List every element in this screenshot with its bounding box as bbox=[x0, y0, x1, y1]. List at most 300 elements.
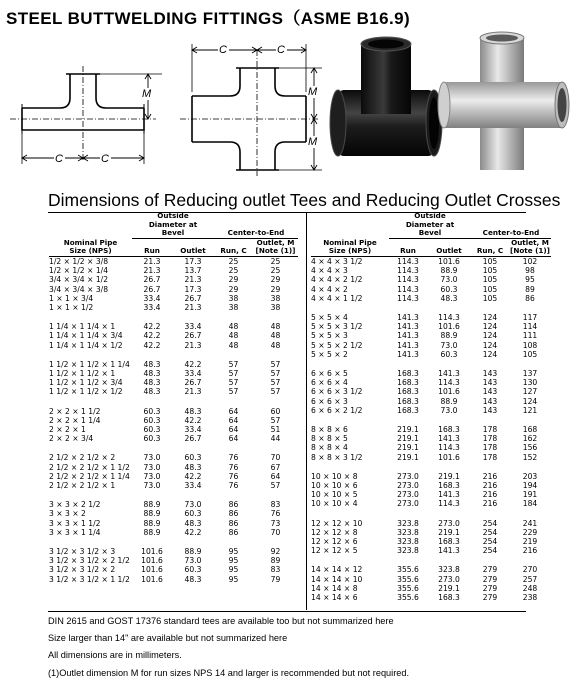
outlet-header: Outlet bbox=[436, 246, 462, 256]
od-outlet-cell: 48.3 bbox=[184, 518, 202, 528]
table-row bbox=[49, 519, 298, 528]
nps-cell: 10 × 10 × 8 bbox=[311, 471, 358, 481]
black-tee-photo bbox=[330, 37, 442, 156]
nominal-header: Nominal Pipe Size (NPS) bbox=[63, 237, 118, 256]
table-row bbox=[311, 285, 551, 294]
nps-cell: 5 × 5 × 2 1/2 bbox=[311, 340, 363, 350]
table-row bbox=[311, 322, 551, 331]
run-c-cell: 254 bbox=[482, 537, 498, 547]
od-run-cell: 114.3 bbox=[397, 284, 419, 294]
cross-c-label-1: C bbox=[219, 44, 227, 56]
nps-cell: 3 × 3 × 1 1/2 bbox=[49, 518, 101, 528]
od-run-cell: 323.8 bbox=[397, 537, 419, 547]
od-outlet-cell: 33.4 bbox=[184, 481, 202, 491]
od-run-cell: 73.0 bbox=[143, 453, 161, 463]
table-row bbox=[49, 256, 298, 266]
nps-cell: 1/2 × 1/2 × 3/8 bbox=[49, 256, 109, 266]
outlet-m-cell: 60 bbox=[270, 406, 281, 416]
nps-cell: 5 × 5 × 3 bbox=[311, 331, 348, 341]
nps-cell: 10 × 10 × 5 bbox=[311, 490, 358, 500]
run-c-cell: 143 bbox=[482, 369, 498, 378]
od-outlet-cell: 17.3 bbox=[184, 284, 202, 294]
outlet-m-cell: 70 bbox=[270, 453, 281, 463]
nps-cell: 1 1/2 × 1 1/2 × 1/2 bbox=[49, 387, 123, 397]
od-outlet-cell: 88.9 bbox=[440, 266, 458, 276]
table-row bbox=[49, 294, 298, 303]
run-c-cell: 29 bbox=[228, 284, 239, 294]
od-outlet-cell: 17.3 bbox=[184, 256, 202, 266]
outlet-m-cell: 48 bbox=[270, 322, 281, 332]
od-outlet-cell: 60.3 bbox=[184, 565, 202, 575]
table-row bbox=[311, 434, 551, 443]
od-outlet-cell: 73.0 bbox=[184, 556, 202, 566]
run-c-header: Run, C bbox=[476, 246, 504, 256]
left-table-body bbox=[49, 256, 298, 583]
note-size: Size larger than 14" are available but not summarized here bbox=[48, 633, 288, 644]
od-run-cell: 60.3 bbox=[143, 434, 161, 444]
od-run-cell: 21.3 bbox=[143, 256, 161, 266]
run-c-cell: 279 bbox=[482, 574, 498, 584]
outlet-m-cell: 152 bbox=[522, 452, 538, 462]
od-run-cell: 219.1 bbox=[397, 452, 419, 462]
od-outlet-cell: 33.4 bbox=[184, 369, 202, 378]
group-spacer bbox=[49, 312, 298, 322]
run-c-cell: 254 bbox=[482, 546, 498, 556]
table-title: Dimensions of Reducing outlet Tees and Reducing Outlet Crosses bbox=[48, 190, 561, 210]
left-dimensions-table bbox=[49, 212, 298, 584]
outlet-m-cell: 105 bbox=[522, 349, 538, 359]
od-outlet-cell: 26.7 bbox=[184, 378, 202, 388]
group-spacer bbox=[49, 350, 298, 360]
outlet-m-cell: 83 bbox=[270, 565, 281, 575]
nps-cell: 4 × 4 × 2 bbox=[311, 284, 348, 294]
outlet-m-cell: 89 bbox=[525, 284, 535, 294]
od-outlet-cell: 26.7 bbox=[184, 293, 202, 303]
table-divider bbox=[306, 213, 307, 610]
od-run-cell: 355.6 bbox=[397, 583, 419, 593]
od-run-cell: 73.0 bbox=[143, 481, 161, 491]
run-c-cell: 86 bbox=[228, 500, 239, 510]
od-outlet-cell: 273.0 bbox=[438, 574, 460, 584]
cross-m-label-2: M bbox=[308, 136, 318, 148]
od-run-cell: 141.3 bbox=[397, 322, 419, 332]
table-row bbox=[311, 387, 551, 396]
od-outlet-cell: 114.3 bbox=[438, 499, 460, 509]
group-spacer bbox=[311, 415, 551, 425]
table-row bbox=[49, 472, 298, 481]
od-outlet-cell: 48.3 bbox=[184, 574, 202, 584]
nps-cell: 1 1/4 × 1 1/4 × 1 bbox=[49, 322, 116, 332]
outlet-m-cell: 191 bbox=[522, 490, 538, 500]
outlet-m-cell: 137 bbox=[522, 369, 538, 378]
run-c-cell: 64 bbox=[228, 415, 239, 425]
od-run-cell: 48.3 bbox=[143, 387, 161, 397]
od-outlet-cell: 101.6 bbox=[438, 322, 460, 332]
outlet-m-cell: 86 bbox=[525, 293, 535, 303]
od-run-cell: 141.3 bbox=[397, 340, 419, 350]
nps-cell: 2 1/2 × 2 1/2 × 1 1/2 bbox=[49, 462, 130, 472]
table-row bbox=[311, 546, 551, 555]
table-row bbox=[311, 593, 551, 602]
od-outlet-cell: 33.4 bbox=[184, 425, 202, 435]
table-row bbox=[49, 528, 298, 537]
od-run-cell: 26.7 bbox=[143, 284, 161, 294]
nps-cell: 6 × 6 × 3 bbox=[311, 396, 348, 406]
cross-c-label-2: C bbox=[277, 44, 285, 56]
od-run-cell: 88.9 bbox=[143, 509, 161, 519]
outlet-m-cell: 57 bbox=[270, 359, 281, 369]
table-row bbox=[49, 322, 298, 331]
od-outlet-cell: 60.3 bbox=[440, 349, 458, 359]
run-c-cell: 29 bbox=[228, 275, 239, 285]
table-row bbox=[49, 425, 298, 434]
outlet-m-cell: 124 bbox=[522, 396, 538, 406]
run-header: Run bbox=[144, 246, 160, 256]
nps-cell: 2 1/2 × 2 1/2 × 2 bbox=[49, 453, 116, 463]
outlet-m-cell: 127 bbox=[522, 387, 538, 397]
group-spacer bbox=[49, 397, 298, 407]
run-c-cell: 57 bbox=[228, 387, 239, 397]
outlet-m-cell: 162 bbox=[522, 434, 538, 444]
outlet-m-cell: 70 bbox=[270, 527, 281, 537]
od-outlet-cell: 101.6 bbox=[438, 256, 460, 266]
table-row bbox=[49, 407, 298, 416]
od-outlet-cell: 101.6 bbox=[438, 452, 460, 462]
od-outlet-cell: 88.9 bbox=[184, 547, 202, 557]
od-outlet-cell: 60.3 bbox=[440, 284, 458, 294]
od-run-cell: 323.8 bbox=[397, 546, 419, 556]
nps-cell: 6 × 6 × 4 bbox=[311, 378, 348, 388]
table-row bbox=[311, 499, 551, 508]
outlet-m-cell: 57 bbox=[270, 378, 281, 388]
run-c-cell: 124 bbox=[482, 322, 498, 332]
run-c-cell: 279 bbox=[482, 583, 498, 593]
nps-cell: 1 × 1 × 1/2 bbox=[49, 302, 94, 312]
od-outlet-cell: 42.2 bbox=[184, 359, 202, 369]
cte-header: Center-to-End bbox=[471, 212, 551, 238]
od-outlet-cell: 42.2 bbox=[184, 527, 202, 537]
nps-cell: 2 1/2 × 2 1/2 × 1 bbox=[49, 481, 116, 491]
outlet-m-cell: 117 bbox=[522, 312, 538, 322]
od-run-cell: 114.3 bbox=[397, 293, 419, 303]
od-outlet-cell: 42.2 bbox=[184, 471, 202, 481]
outlet-m-cell: 57 bbox=[270, 481, 281, 491]
od-run-cell: 48.3 bbox=[143, 369, 161, 378]
nps-cell: 3 × 3 × 1 1/4 bbox=[49, 527, 101, 537]
od-run-cell: 168.3 bbox=[397, 396, 419, 406]
nps-cell: 5 × 5 × 2 bbox=[311, 349, 348, 359]
run-c-cell: 57 bbox=[228, 378, 239, 388]
nps-cell: 4 × 4 × 1 1/2 bbox=[311, 293, 363, 303]
nps-cell: 14 × 14 × 8 bbox=[311, 583, 358, 593]
run-c-cell: 38 bbox=[228, 302, 239, 312]
nps-cell: 8 × 8 × 5 bbox=[311, 434, 348, 444]
od-outlet-cell: 168.3 bbox=[438, 425, 460, 435]
outlet-m-cell: 121 bbox=[522, 405, 538, 415]
od-run-cell: 26.7 bbox=[143, 275, 161, 285]
od-outlet-cell: 88.9 bbox=[440, 396, 458, 406]
run-c-cell: 178 bbox=[482, 425, 498, 435]
nps-cell: 3 × 3 × 2 1/2 bbox=[49, 500, 101, 510]
od-outlet-cell: 73.0 bbox=[440, 275, 458, 285]
od-outlet-cell: 73.0 bbox=[440, 340, 458, 350]
od-run-cell: 42.2 bbox=[143, 340, 161, 350]
outlet-m-cell: 108 bbox=[522, 340, 538, 350]
nps-cell: 12 × 12 × 8 bbox=[311, 527, 358, 537]
od-run-cell: 73.0 bbox=[143, 471, 161, 481]
outlet-m-cell: 83 bbox=[270, 500, 281, 510]
od-outlet-cell: 21.3 bbox=[184, 302, 202, 312]
od-outlet-cell: 168.3 bbox=[438, 481, 460, 491]
outlet-m-cell: 102 bbox=[522, 256, 538, 266]
run-c-cell: 124 bbox=[482, 312, 498, 322]
table-row bbox=[49, 360, 298, 369]
nps-cell: 4 × 4 × 3 bbox=[311, 266, 348, 276]
outlet-m-cell: 64 bbox=[270, 471, 281, 481]
table-row bbox=[49, 303, 298, 312]
od-outlet-cell: 73.0 bbox=[440, 405, 458, 415]
group-spacer bbox=[311, 303, 551, 313]
table-row bbox=[311, 472, 551, 481]
run-c-cell: 105 bbox=[482, 266, 498, 276]
table-row bbox=[49, 434, 298, 443]
outlet-m-cell: 76 bbox=[270, 509, 281, 519]
group-spacer bbox=[311, 462, 551, 472]
nps-cell: 14 × 14 × 6 bbox=[311, 593, 358, 603]
run-c-cell: 25 bbox=[228, 266, 239, 276]
run-c-cell: 105 bbox=[482, 256, 498, 266]
od-outlet-cell: 168.3 bbox=[438, 593, 460, 603]
outlet-m-cell: 156 bbox=[522, 443, 538, 453]
od-run-cell: 141.3 bbox=[397, 331, 419, 341]
outlet-m-header: Outlet, M [Note (1)] bbox=[255, 237, 296, 256]
outlet-m-cell: 29 bbox=[270, 275, 281, 285]
outlet-m-cell: 194 bbox=[522, 481, 538, 491]
od-outlet-cell: 42.2 bbox=[184, 415, 202, 425]
od-run-cell: 101.6 bbox=[141, 574, 163, 584]
od-run-cell: 355.6 bbox=[397, 574, 419, 584]
outlet-m-cell: 130 bbox=[522, 378, 538, 388]
outlet-m-cell: 67 bbox=[270, 462, 281, 472]
run-c-header: Run, C bbox=[220, 246, 247, 256]
outlet-m-cell: 248 bbox=[522, 583, 538, 593]
od-run-cell: 114.3 bbox=[397, 256, 419, 266]
table-row bbox=[49, 378, 298, 387]
od-run-cell: 168.3 bbox=[397, 369, 419, 378]
table-row bbox=[49, 275, 298, 284]
run-c-cell: 143 bbox=[482, 387, 498, 397]
od-outlet-cell: 73.0 bbox=[184, 500, 202, 510]
table-row bbox=[49, 331, 298, 340]
nps-cell: 2 1/2 × 2 1/2 × 1 1/4 bbox=[49, 471, 130, 481]
od-run-cell: 42.2 bbox=[143, 322, 161, 332]
od-header: Outside Diameter at Bevel bbox=[132, 212, 214, 238]
tee-drawing bbox=[10, 66, 162, 164]
od-outlet-cell: 219.1 bbox=[438, 471, 460, 481]
nps-cell: 2 × 2 × 1 bbox=[49, 425, 86, 435]
run-c-cell: 143 bbox=[482, 405, 498, 415]
table-row bbox=[311, 584, 551, 593]
outlet-m-cell: 73 bbox=[270, 518, 281, 528]
outlet-m-cell: 95 bbox=[525, 275, 535, 285]
od-outlet-cell: 33.4 bbox=[184, 322, 202, 332]
tee-m-label: M bbox=[142, 88, 152, 100]
nps-cell: 3 × 3 × 2 bbox=[49, 509, 86, 519]
table-row bbox=[311, 369, 551, 378]
table-row bbox=[311, 294, 551, 303]
od-run-cell: 42.2 bbox=[143, 331, 161, 341]
nps-cell: 12 × 12 × 10 bbox=[311, 518, 363, 528]
od-run-cell: 141.3 bbox=[397, 349, 419, 359]
table-row bbox=[49, 509, 298, 518]
table-row bbox=[311, 575, 551, 584]
od-run-cell: 168.3 bbox=[397, 378, 419, 388]
od-run-cell: 168.3 bbox=[397, 387, 419, 397]
outlet-m-cell: 229 bbox=[522, 527, 538, 537]
table-row bbox=[49, 575, 298, 584]
nps-cell: 14 × 14 × 12 bbox=[311, 565, 363, 575]
od-run-cell: 273.0 bbox=[397, 499, 419, 509]
run-c-cell: 86 bbox=[228, 527, 239, 537]
table-row bbox=[311, 275, 551, 284]
table-row bbox=[49, 266, 298, 275]
run-c-cell: 178 bbox=[482, 452, 498, 462]
od-outlet-cell: 219.1 bbox=[438, 583, 460, 593]
table-row bbox=[49, 556, 298, 565]
run-c-cell: 76 bbox=[228, 462, 239, 472]
od-outlet-cell: 26.7 bbox=[184, 434, 202, 444]
outlet-m-cell: 216 bbox=[522, 546, 538, 556]
od-run-cell: 219.1 bbox=[397, 434, 419, 444]
od-run-cell: 355.6 bbox=[397, 593, 419, 603]
nps-cell: 8 × 8 × 6 bbox=[311, 425, 348, 435]
table-row bbox=[311, 490, 551, 499]
right-table-body bbox=[311, 256, 551, 602]
nps-cell: 5 × 5 × 3 1/2 bbox=[311, 322, 363, 332]
od-outlet-cell: 114.3 bbox=[438, 378, 460, 388]
table-row bbox=[311, 528, 551, 537]
run-c-cell: 64 bbox=[228, 406, 239, 416]
table-row bbox=[311, 266, 551, 275]
nps-cell: 10 × 10 × 4 bbox=[311, 499, 358, 509]
nps-cell: 3/4 × 3/4 × 1/2 bbox=[49, 275, 109, 285]
od-run-cell: 88.9 bbox=[143, 527, 161, 537]
od-outlet-cell: 141.3 bbox=[438, 490, 460, 500]
run-c-cell: 143 bbox=[482, 396, 498, 406]
run-c-cell: 216 bbox=[482, 481, 498, 491]
outlet-m-cell: 114 bbox=[522, 322, 538, 332]
table-row bbox=[311, 565, 551, 574]
nps-cell: 12 × 12 × 5 bbox=[311, 546, 358, 556]
outlet-m-cell: 98 bbox=[525, 266, 535, 276]
group-spacer bbox=[311, 359, 551, 369]
outlet-m-cell: 51 bbox=[270, 425, 281, 435]
outlet-m-cell: 57 bbox=[270, 369, 281, 378]
run-c-cell: 143 bbox=[482, 378, 498, 388]
nps-cell: 6 × 6 × 2 1/2 bbox=[311, 405, 363, 415]
nps-cell: 3 1/2 × 3 1/2 × 2 1/2 bbox=[49, 556, 130, 566]
table-row bbox=[311, 331, 551, 340]
od-run-cell: 21.3 bbox=[143, 266, 161, 276]
table-row bbox=[49, 463, 298, 472]
table-row bbox=[49, 481, 298, 490]
table-bottom-rule bbox=[48, 611, 526, 612]
od-outlet-cell: 21.3 bbox=[184, 275, 202, 285]
nps-cell: 4 × 4 × 3 1/2 bbox=[311, 256, 363, 266]
od-outlet-cell: 273.0 bbox=[438, 518, 460, 528]
run-c-cell: 57 bbox=[228, 359, 239, 369]
run-c-cell: 216 bbox=[482, 490, 498, 500]
outlet-m-header: Outlet, M [Note (1)] bbox=[510, 237, 550, 256]
od-outlet-cell: 88.9 bbox=[440, 331, 458, 341]
outlet-m-cell: 57 bbox=[270, 415, 281, 425]
od-outlet-cell: 141.3 bbox=[438, 434, 460, 444]
run-c-cell: 105 bbox=[482, 284, 498, 294]
run-c-cell: 95 bbox=[228, 556, 239, 566]
nps-cell: 3/4 × 3/4 × 3/8 bbox=[49, 284, 109, 294]
nps-cell: 6 × 6 × 5 bbox=[311, 369, 348, 378]
outlet-m-cell: 257 bbox=[522, 574, 538, 584]
od-run-cell: 323.8 bbox=[397, 518, 419, 528]
silver-cross-photo bbox=[438, 32, 569, 170]
od-run-cell: 88.9 bbox=[143, 518, 161, 528]
od-outlet-cell: 26.7 bbox=[184, 331, 202, 341]
tee-c-label-2: C bbox=[101, 153, 109, 165]
od-header: Outside Diameter at Bevel bbox=[389, 212, 471, 238]
run-c-cell: 86 bbox=[228, 509, 239, 519]
outlet-m-cell: 57 bbox=[270, 387, 281, 397]
nps-cell: 1 × 1 × 3/4 bbox=[49, 293, 94, 303]
od-outlet-cell: 60.3 bbox=[184, 509, 202, 519]
run-c-cell: 254 bbox=[482, 527, 498, 537]
od-run-cell: 219.1 bbox=[397, 425, 419, 435]
nps-cell: 2 × 2 × 1 1/2 bbox=[49, 406, 101, 416]
note-din: DIN 2615 and GOST 17376 standard tees are available too but not summarized here bbox=[48, 616, 394, 626]
run-c-cell: 178 bbox=[482, 443, 498, 453]
table-row bbox=[311, 256, 551, 266]
od-outlet-cell: 21.3 bbox=[184, 387, 202, 397]
table-row bbox=[311, 519, 551, 528]
outlet-m-cell: 38 bbox=[270, 293, 281, 303]
od-run-cell: 73.0 bbox=[143, 462, 161, 472]
od-run-cell: 60.3 bbox=[143, 415, 161, 425]
od-run-cell: 48.3 bbox=[143, 359, 161, 369]
od-outlet-cell: 48.3 bbox=[440, 293, 458, 303]
od-run-cell: 88.9 bbox=[143, 500, 161, 510]
table-row bbox=[311, 313, 551, 322]
tee-c-label-1: C bbox=[55, 153, 63, 165]
note-units: All dimensions are in millimeters. bbox=[48, 650, 182, 661]
table-row bbox=[311, 443, 551, 452]
od-run-cell: 33.4 bbox=[143, 302, 161, 312]
nps-cell: 2 × 2 × 3/4 bbox=[49, 434, 94, 444]
outlet-m-cell: 44 bbox=[270, 434, 281, 444]
run-c-cell: 254 bbox=[482, 518, 498, 528]
outlet-m-cell: 168 bbox=[522, 425, 538, 435]
run-c-cell: 76 bbox=[228, 481, 239, 491]
od-run-cell: 355.6 bbox=[397, 565, 419, 575]
run-c-cell: 124 bbox=[482, 331, 498, 341]
nps-cell: 3 1/2 × 3 1/2 × 2 bbox=[49, 565, 116, 575]
nominal-header: Nominal Pipe Size (NPS) bbox=[323, 237, 377, 256]
od-outlet-cell: 219.1 bbox=[438, 527, 460, 537]
od-outlet-cell: 21.3 bbox=[184, 340, 202, 350]
nps-cell: 3 1/2 × 3 1/2 × 1 1/2 bbox=[49, 574, 130, 584]
outlet-m-cell: 111 bbox=[522, 331, 538, 341]
outlet-m-cell: 219 bbox=[522, 537, 538, 547]
run-c-cell: 124 bbox=[482, 349, 498, 359]
outlet-header: Outlet bbox=[180, 246, 206, 256]
